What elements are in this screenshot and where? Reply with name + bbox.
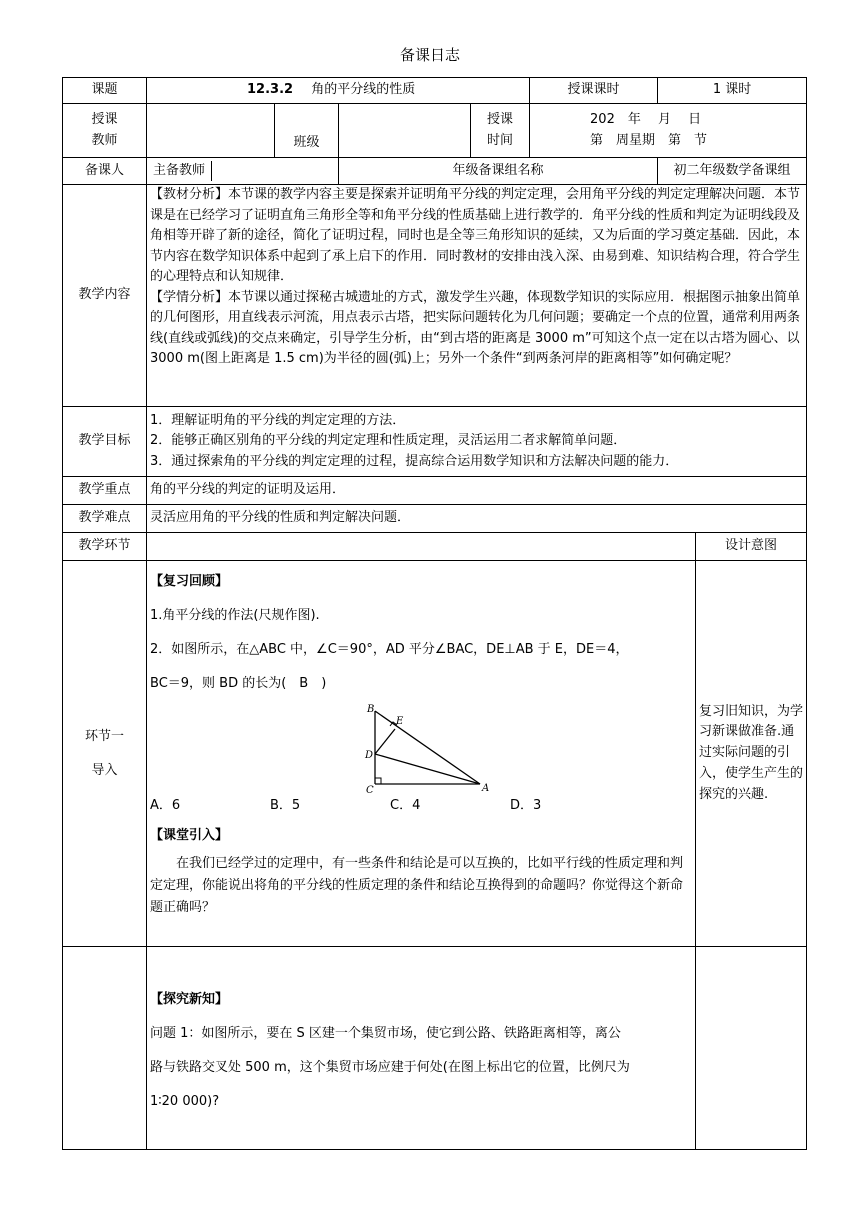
teacher-label: 授课 教师	[63, 104, 147, 158]
phase2-label	[63, 947, 147, 1150]
explore-title: 【探究新知】	[150, 992, 229, 1007]
content-body	[147, 185, 807, 407]
choices	[150, 793, 692, 819]
row-phase-2	[63, 947, 807, 1150]
date-line: 202 年 月 日	[590, 112, 702, 128]
phase1-body	[147, 561, 696, 947]
phase-header-label: 教学环节	[63, 533, 147, 561]
material-analysis: 【教材分析】本节课的教学内容主要是探索并证明角平分线的判定定理，会用角平分线的判定定理解决问题．本节课是在已经学习了证明直角三角形全等和角平分线的性质基础上进行教学的．角平分线的性质和判定为证明线段及角相等开辟了新的途径，简化了证明过程，同时也是全等三角形知识的延续，又为后面的学习奠定基础．因此，本节内容在数学知识体系中起到了承上启下的作用．同时教材的安排由浅入深、由易到难、知识结构合理，符合学生的心理特点和认知规律．	[150, 187, 801, 285]
intro-title: 【课堂引入】	[150, 828, 229, 843]
key-point-label: 教学重点	[63, 477, 147, 505]
row-key-point	[63, 477, 807, 505]
intro-text: 在我们已经学过的定理中，有一些条件和结论是可以互换的，比如平行线的性质定理和判定定理，你能说出将角的平分线的性质定理的条件和结论互换得到的命题吗？你觉得这个新命题正确吗？	[150, 856, 684, 916]
class-value	[339, 104, 471, 158]
time-label: 授课 时间	[471, 104, 530, 158]
topic-label: 课题	[63, 78, 147, 104]
row-goals	[63, 407, 807, 477]
key-point-text: 角的平分线的判定的证明及运用．	[147, 477, 807, 505]
phase2-intent	[696, 947, 807, 1150]
row-topic	[63, 78, 807, 104]
main-teacher-cell	[147, 158, 339, 185]
row-content	[63, 185, 807, 407]
row-preparer	[63, 158, 807, 185]
goals-label: 教学目标	[63, 407, 147, 477]
main-teacher-label: 主备教师	[147, 161, 212, 181]
lesson-plan-table	[62, 77, 807, 1150]
choice-b: B．5	[270, 798, 301, 813]
problem-line-2: 路与铁路交叉处 500 m，这个集贸市场应建于何处(在图上标出它的位置，比例尺为	[150, 1060, 630, 1075]
difficulty-label: 教学难点	[63, 505, 147, 533]
goal-item: 2．能够正确区别角的平分线的判定定理和性质定理，灵活运用二者求解简单问题．	[150, 433, 627, 449]
teacher-value	[147, 104, 275, 158]
row-phase-1	[63, 561, 807, 947]
triangle-figure	[150, 701, 692, 793]
hours-label: 授课课时	[530, 78, 658, 104]
preparer-label: 备课人	[63, 158, 147, 185]
label-a: A	[482, 783, 490, 794]
row-difficulty	[63, 505, 807, 533]
topic-cell	[147, 78, 530, 104]
hours-value: 1 课时	[658, 78, 807, 104]
row-teacher	[63, 104, 807, 158]
review-q2-line1: 2．如图所示，在△ABC 中，∠C＝90°，AD 平分∠BAC，DE⊥AB 于 E，DE＝4，	[150, 642, 629, 657]
label-b: B	[367, 704, 375, 715]
row-phase-header	[63, 533, 807, 561]
phase2-body	[147, 947, 696, 1150]
group-value: 初二年级数学备课组	[658, 158, 807, 185]
document-title: 备课日志	[399, 46, 460, 64]
lesson-name: 角的平分线的性质	[311, 82, 416, 98]
goal-item: 1．理解证明角的平分线的判定定理的方法．	[150, 413, 406, 429]
review-title: 【复习回顾】	[150, 574, 229, 589]
student-analysis: 【学情分析】本节课以通过探秘古城遗址的方式，激发学生兴趣，体现数学知识的实际应用．根据图示抽象出简单的几何图形，用直线表示河流，用点表示古塔，把实际问题转化为几何问题；要确定一个点的位置，通常利用两条线(直线或弧线)的交点来确定，引导学生分析，由“到古塔的距离是 3000 m”可知这个点一定在以古塔为圆心、以 3000 m(图上距离是 1.5 cm)为半径的圆(弧)上；另外一个条件“到两条河岸的距离相等”如何确定呢？	[150, 289, 801, 367]
choice-c: C．4	[390, 798, 421, 813]
label-c: C	[366, 785, 374, 795]
phase-header-spacer	[147, 533, 696, 561]
problem-line-1: 问题 1：如图所示，要在 S 区建一个集贸市场，使它到公路、铁路距离相等，离公	[150, 1026, 621, 1041]
phase1-label: 环节一 导入	[63, 561, 147, 947]
group-label: 年级备课组名称	[339, 158, 658, 185]
problem-line-3: 1∶20 000)?	[150, 1094, 220, 1109]
intent-header-label: 设计意图	[696, 533, 807, 561]
week-line: 第 周星期 第 节	[590, 132, 708, 148]
class-label: 班级	[275, 104, 339, 158]
goals-body	[147, 407, 807, 477]
choice-d: D．3	[510, 798, 542, 813]
choice-a: A．6	[150, 798, 181, 813]
label-e: E	[396, 716, 404, 727]
time-value	[530, 104, 807, 158]
lesson-number: 12.3.2	[247, 82, 294, 98]
content-label: 教学内容	[63, 185, 147, 407]
triangle-diagram	[362, 703, 522, 795]
phase1-intent: 复习旧知识，为学习新课做准备.通过实际问题的引入，使学生产生的探究的兴趣.	[696, 561, 807, 947]
goal-item: 3．通过探索角的平分线的判定定理的过程，提高综合运用数学知识和方法解决问题的能力．	[150, 453, 679, 469]
review-q1: 1.角平分线的作法(尺规作图).	[150, 608, 320, 623]
difficulty-text: 灵活应用角的平分线的性质和判定解决问题．	[147, 505, 807, 533]
label-d: D	[365, 750, 374, 761]
review-q2-line2: BC＝9，则 BD 的长为( B )	[150, 676, 327, 691]
